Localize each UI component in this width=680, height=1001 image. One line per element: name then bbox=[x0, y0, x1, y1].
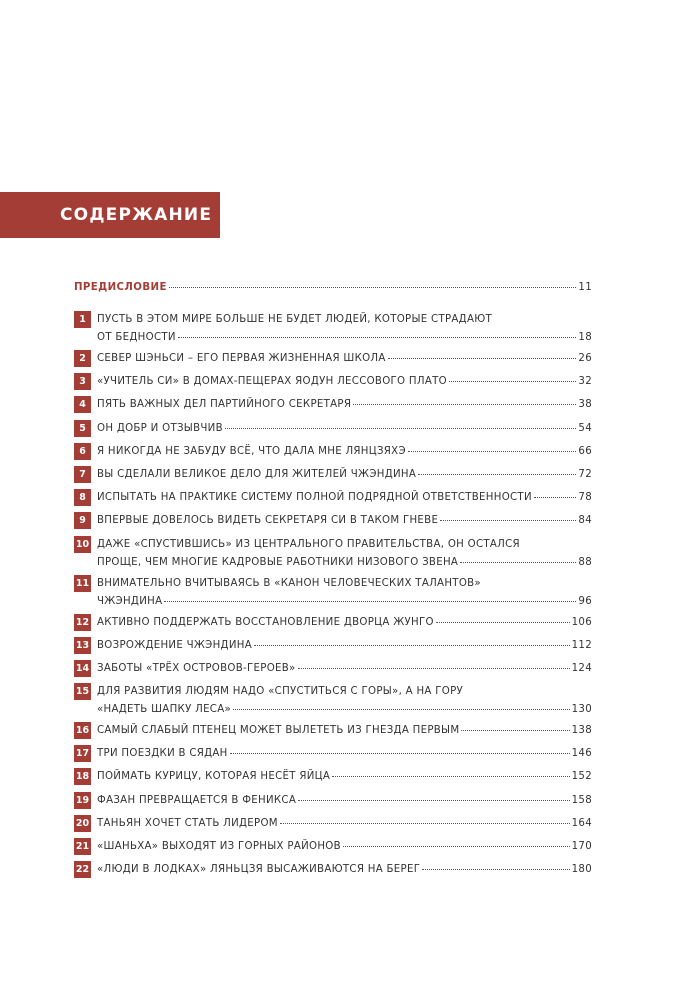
chapter-title: САМЫЙ СЛАБЫЙ ПТЕНЕЦ МОЖЕТ ВЫЛЕТЕТЬ ИЗ ГНЕЗДА ПЕРВЫМ bbox=[97, 725, 460, 737]
chapter-number-badge: 21 bbox=[74, 838, 91, 855]
chapter-title-line-1: ДАЖЕ «СПУСТИВШИСЬ» ИЗ ЦЕНТРАЛЬНОГО ПРАВИТЕЛЬСТВА, ОН ОСТАЛСЯ bbox=[97, 538, 520, 550]
chapter-number-badge: 18 bbox=[74, 768, 91, 785]
chapter-title: ФАЗАН ПРЕВРАЩАЕТСЯ В ФЕНИКСА bbox=[97, 794, 297, 806]
toc-entry[interactable] bbox=[74, 535, 592, 574]
page-number: 180 bbox=[571, 864, 592, 876]
chapter-number-badge: 1 bbox=[74, 311, 91, 328]
leader-dots bbox=[164, 601, 576, 602]
leader-dots bbox=[178, 337, 577, 338]
chapter-title: СЕВЕР ШЭНЬСИ – ЕГО ПЕРВАЯ ЖИЗНЕННАЯ ШКОЛА bbox=[97, 353, 386, 364]
leader-dots bbox=[332, 776, 570, 777]
toc-entry[interactable] bbox=[74, 636, 592, 659]
leader-dots bbox=[460, 562, 576, 563]
toc-entry[interactable] bbox=[74, 659, 592, 682]
chapter-number-badge: 2 bbox=[74, 350, 91, 367]
page-number: 84 bbox=[578, 515, 592, 527]
chapter-title: ВЫ СДЕЛАЛИ ВЕЛИКОЕ ДЕЛО ДЛЯ ЖИТЕЛЕЙ ЧЖЭНДИНА bbox=[97, 468, 417, 480]
leader-dots bbox=[343, 846, 570, 847]
leader-dots bbox=[298, 668, 570, 669]
chapter-title: ПОЙМАТЬ КУРИЦУ, КОТОРАЯ НЕСЁТ ЯЙЦА bbox=[97, 771, 331, 783]
leader-dots bbox=[449, 381, 576, 382]
page-number: 164 bbox=[571, 817, 592, 829]
toc-entry[interactable] bbox=[74, 349, 592, 372]
toc-entry[interactable] bbox=[74, 395, 592, 418]
chapter-number-badge: 22 bbox=[74, 861, 91, 878]
leader-dots bbox=[408, 451, 577, 452]
chapter-title-line-1: ПУСТЬ В ЭТОМ МИРЕ БОЛЬШЕ НЕ БУДЕТ ЛЮДЕЙ, КОТОРЫЕ СТРАДАЮТ bbox=[97, 314, 493, 325]
page-number: 88 bbox=[578, 556, 592, 568]
toc-entry[interactable] bbox=[74, 814, 592, 837]
chapter-number-badge: 11 bbox=[74, 575, 91, 592]
chapter-number-badge: 14 bbox=[74, 660, 91, 677]
chapter-title: «УЧИТЕЛЬ СИ» В ДОМАХ-ПЕЩЕРАХ ЯОДУН ЛЕССОВОГО ПЛАТО bbox=[97, 376, 447, 388]
toc-entry[interactable] bbox=[74, 721, 592, 744]
page-number: 18 bbox=[578, 332, 592, 343]
leader-dots bbox=[254, 645, 570, 646]
chapter-title-line-2: ЧЖЭНДИНА bbox=[97, 595, 163, 607]
page-number: 72 bbox=[578, 468, 592, 480]
page-number: 130 bbox=[571, 704, 592, 716]
toc-entry[interactable] bbox=[74, 613, 592, 636]
toc-entry[interactable] bbox=[74, 419, 592, 442]
chapter-title: ВОЗРОЖДЕНИЕ ЧЖЭНДИНА bbox=[97, 639, 252, 651]
chapter-title: ИСПЫТАТЬ НА ПРАКТИКЕ СИСТЕМУ ПОЛНОЙ ПОДРЯДНОЙ ОТВЕТСТВЕННОСТИ bbox=[97, 492, 532, 504]
toc-entry[interactable] bbox=[74, 442, 592, 465]
chapter-number-badge: 5 bbox=[74, 420, 91, 437]
chapter-number-badge: 8 bbox=[74, 489, 91, 506]
toc-entry[interactable] bbox=[74, 465, 592, 488]
leader-dots bbox=[534, 497, 577, 498]
page-number: 26 bbox=[578, 353, 592, 364]
page-number: 124 bbox=[571, 662, 592, 674]
page-number: 138 bbox=[571, 725, 592, 737]
page-number: 152 bbox=[571, 771, 592, 783]
toc-entry[interactable] bbox=[74, 511, 592, 534]
chapter-title-line-2: ПРОЩЕ, ЧЕМ МНОГИЕ КАДРОВЫЕ РАБОТНИКИ НИЗОВОГО ЗВЕНА bbox=[97, 556, 459, 568]
chapter-number-badge: 17 bbox=[74, 745, 91, 762]
chapter-title-line-1: ВНИМАТЕЛЬНО ВЧИТЫВАЯСЬ В «КАНОН ЧЕЛОВЕЧЕСКИХ ТАЛАНТОВ» bbox=[97, 577, 481, 589]
leader-dots bbox=[169, 287, 577, 288]
toc-entry[interactable] bbox=[74, 682, 592, 721]
chapter-title: АКТИВНО ПОДДЕРЖАТЬ ВОССТАНОВЛЕНИЕ ДВОРЦА ЖУНГО bbox=[97, 616, 434, 628]
leader-dots bbox=[298, 800, 570, 801]
chapter-title: ЗАБОТЫ «ТРЁХ ОСТРОВОВ-ГЕРОЕВ» bbox=[97, 662, 296, 674]
chapter-number-badge: 12 bbox=[74, 614, 91, 631]
toc-entry[interactable] bbox=[74, 837, 592, 860]
contents-heading-banner bbox=[0, 192, 220, 238]
page-number: 66 bbox=[578, 445, 592, 457]
chapter-number-badge: 13 bbox=[74, 637, 91, 654]
page-number: 32 bbox=[578, 376, 592, 388]
toc-entry[interactable] bbox=[74, 860, 592, 883]
leader-dots bbox=[280, 823, 570, 824]
page-number: 78 bbox=[578, 492, 592, 504]
chapter-number-badge: 6 bbox=[74, 443, 91, 460]
leader-dots bbox=[418, 474, 576, 475]
table-of-contents bbox=[74, 274, 592, 883]
page-number: 38 bbox=[578, 399, 592, 411]
contents-heading: СОДЕРЖАНИЕ bbox=[60, 205, 213, 225]
chapter-title-line-2: ОТ БЕДНОСТИ bbox=[97, 332, 176, 343]
toc-entry[interactable] bbox=[74, 488, 592, 511]
leader-dots bbox=[353, 404, 576, 405]
page-number: 96 bbox=[578, 595, 592, 607]
chapter-number-badge: 7 bbox=[74, 466, 91, 483]
chapter-title: Я НИКОГДА НЕ ЗАБУДУ ВСЁ, ЧТО ДАЛА МНЕ ЛЯНЦЗЯХЭ bbox=[97, 445, 406, 457]
chapter-title: ПЯТЬ ВАЖНЫХ ДЕЛ ПАРТИЙНОГО СЕКРЕТАРЯ bbox=[97, 399, 352, 411]
toc-entry[interactable] bbox=[74, 744, 592, 767]
chapter-title-line-1: ДЛЯ РАЗВИТИЯ ЛЮДЯМ НАДО «СПУСТИТЬСЯ С ГОРЫ», А НА ГОРУ bbox=[97, 686, 464, 698]
chapter-title: ТАНЬЯН ХОЧЕТ СТАТЬ ЛИДЕРОМ bbox=[97, 817, 278, 829]
page-number: 170 bbox=[571, 841, 592, 852]
page-number: 112 bbox=[571, 639, 592, 651]
toc-entry[interactable] bbox=[74, 310, 592, 349]
chapter-number-badge: 10 bbox=[74, 536, 91, 553]
chapter-title: ОН ДОБР И ОТЗЫВЧИВ bbox=[97, 422, 223, 434]
leader-dots bbox=[233, 709, 570, 710]
chapter-number-badge: 16 bbox=[74, 722, 91, 739]
preface-title: ПРЕДИСЛОВИЕ bbox=[74, 282, 167, 293]
toc-entry[interactable] bbox=[74, 767, 592, 790]
chapter-title: «ШАНЬХА» ВЫХОДЯТ ИЗ ГОРНЫХ РАЙОНОВ bbox=[97, 841, 341, 852]
chapter-number-badge: 4 bbox=[74, 396, 91, 413]
chapter-number-badge: 3 bbox=[74, 373, 91, 390]
toc-entry-preface[interactable] bbox=[74, 274, 592, 310]
toc-entries bbox=[74, 310, 592, 883]
page-number: 54 bbox=[578, 422, 592, 434]
leader-dots bbox=[225, 428, 577, 429]
chapter-title: «ЛЮДИ В ЛОДКАХ» ЛЯНЬЦЗЯ ВЫСАЖИВАЮТСЯ НА БЕРЕГ bbox=[97, 864, 421, 876]
leader-dots bbox=[461, 730, 569, 731]
preface-page: 11 bbox=[578, 282, 592, 293]
leader-dots bbox=[388, 358, 577, 359]
chapter-number-badge: 19 bbox=[74, 792, 91, 809]
leader-dots bbox=[422, 869, 569, 870]
chapter-title: ТРИ ПОЕЗДКИ В СЯДАН bbox=[97, 748, 228, 760]
leader-dots bbox=[230, 753, 570, 754]
page-number: 158 bbox=[571, 794, 592, 806]
chapter-number-badge: 20 bbox=[74, 815, 91, 832]
toc-entry[interactable] bbox=[74, 574, 592, 613]
chapter-number-badge: 9 bbox=[74, 512, 91, 529]
toc-entry[interactable] bbox=[74, 791, 592, 814]
toc-entry[interactable] bbox=[74, 372, 592, 395]
chapter-number-badge: 15 bbox=[74, 683, 91, 700]
chapter-title: ВПЕРВЫЕ ДОВЕЛОСЬ ВИДЕТЬ СЕКРЕТАРЯ СИ В ТАКОМ ГНЕВЕ bbox=[97, 515, 439, 527]
page-number: 146 bbox=[571, 748, 592, 760]
leader-dots bbox=[440, 520, 576, 521]
chapter-title-line-2: «НАДЕТЬ ШАПКУ ЛЕСА» bbox=[97, 704, 232, 716]
page-number: 106 bbox=[571, 616, 592, 628]
leader-dots bbox=[436, 622, 570, 623]
